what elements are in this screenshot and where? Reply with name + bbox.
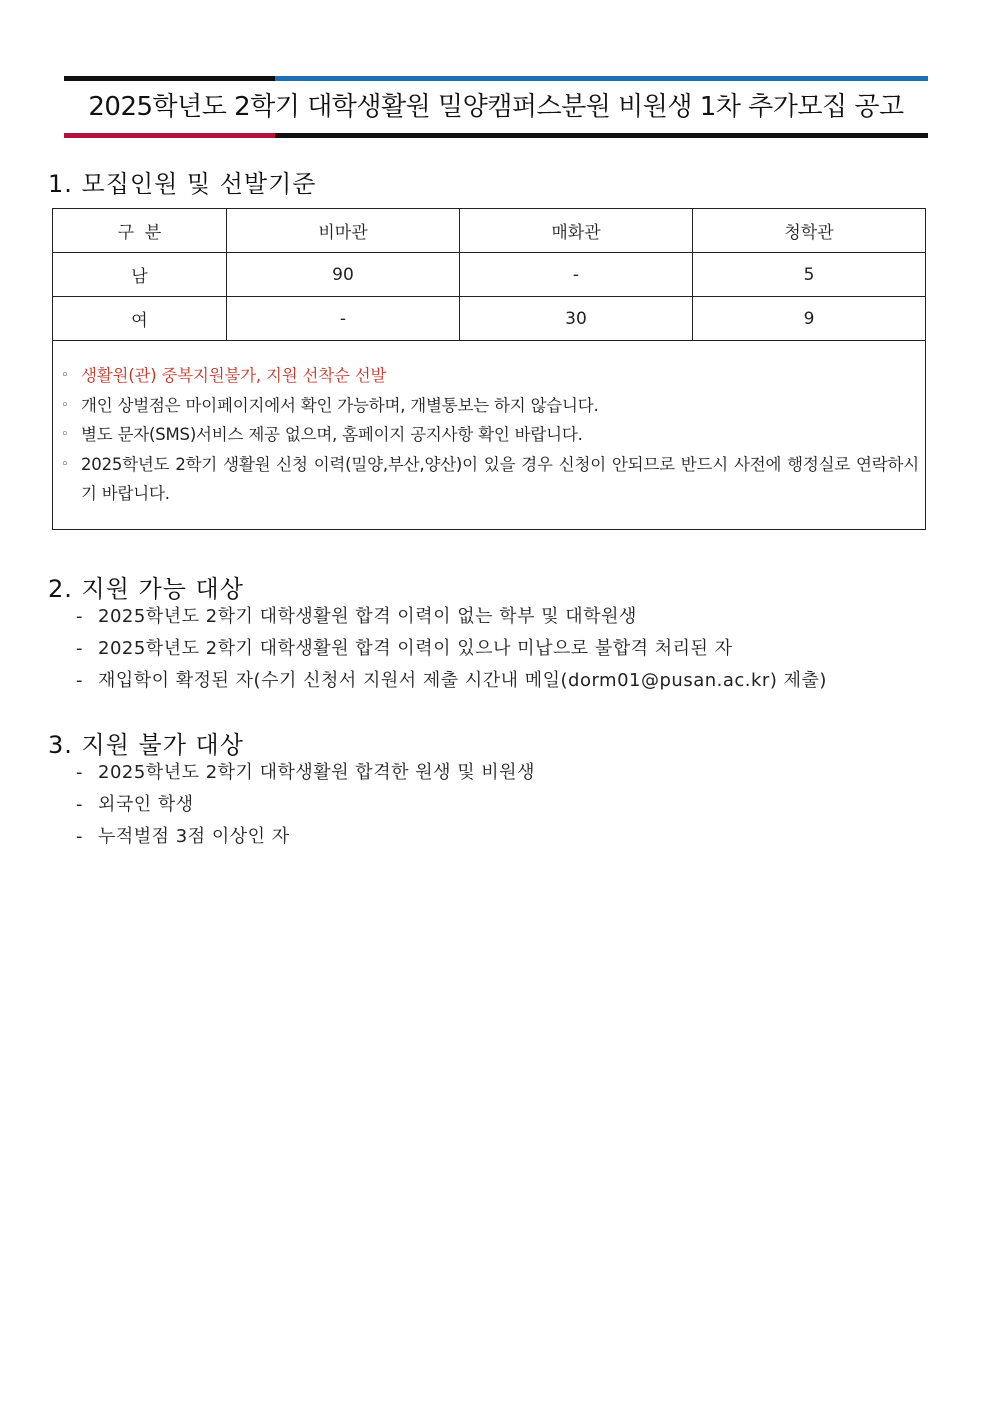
note-text: 별도 문자(SMS)서비스 제공 없으며, 홈페이지 공지사항 확인 바랍니다.	[81, 425, 583, 444]
list-item	[76, 757, 535, 789]
table-row	[53, 297, 926, 341]
table-header-cell: 청학관	[693, 209, 926, 253]
table-header-cell: 비마관	[227, 209, 460, 253]
dash-marker: -	[76, 794, 83, 815]
table-cell: 30	[460, 297, 693, 341]
table-header-row	[53, 209, 926, 253]
note-item	[61, 391, 919, 421]
title-top-bar-blue	[275, 76, 928, 81]
list-item	[76, 821, 535, 853]
note-text: 개인 상벌점은 마이페이지에서 확인 가능하며, 개별통보는 하지 않습니다.	[81, 395, 599, 415]
table-cell: 남	[53, 253, 227, 297]
bullet-icon: ◦	[61, 427, 69, 442]
list-item-text: 재입학이 확정된 자(수기 신청서 지원서 제출 시간내 메일(dorm01@pusan.ac.kr) 제출)	[98, 670, 827, 691]
note-item	[61, 420, 919, 450]
table-header-cell: 구 분	[53, 209, 227, 253]
dash-marker: -	[76, 670, 83, 691]
list-item-text: 2025학년도 2학기 대학생활원 합격한 원생 및 비원생	[98, 762, 535, 783]
section3-heading: 3. 지원 불가 대상	[48, 731, 244, 759]
section2-heading: 2. 지원 가능 대상	[48, 575, 244, 603]
table-cell: -	[227, 297, 460, 341]
table-cell: 90	[227, 253, 460, 297]
dash-marker: -	[76, 606, 83, 627]
title-bottom-bar-red	[64, 133, 275, 138]
title-bottom-bar	[64, 133, 928, 138]
note-item	[61, 450, 919, 509]
list-item	[76, 601, 827, 633]
bullet-icon: ◦	[61, 456, 69, 472]
notes-row	[53, 341, 926, 530]
table-cell: -	[460, 253, 693, 297]
note-item	[61, 361, 919, 391]
list-item	[76, 633, 827, 665]
recruit-table	[52, 208, 926, 530]
title-top-bar	[64, 76, 928, 81]
table-header-cell: 매화관	[460, 209, 693, 253]
list-item-text: 외국인 학생	[98, 794, 194, 815]
list-item	[76, 665, 827, 697]
note-text: 생활원(관) 중복지원불가, 지원 선착순 선발	[81, 366, 387, 385]
section1-heading: 1. 모집인원 및 선발기준	[48, 170, 317, 198]
table-row	[53, 253, 926, 297]
list-item	[76, 789, 535, 821]
note-text: 2025학년도 2학기 생활원 신청 이력(밀양,부산,양산)이 있을 경우 신청이 안되므로 반드시 사전에 행정실로 연락하시기 바랍니다.	[81, 454, 919, 503]
table-cell: 5	[693, 253, 926, 297]
section2-list	[76, 601, 827, 697]
list-item-text: 2025학년도 2학기 대학생활원 합격 이력이 있으나 미납으로 불합격 처리된 자	[98, 638, 733, 659]
list-item-text: 2025학년도 2학기 대학생활원 합격 이력이 없는 학부 및 대학원생	[98, 606, 637, 627]
table-cell: 9	[693, 297, 926, 341]
title-top-bar-dark	[64, 76, 275, 81]
section3-list	[76, 757, 535, 853]
list-item-text: 누적벌점 3점 이상인 자	[98, 826, 290, 847]
title-bottom-bar-dark	[275, 133, 928, 138]
dash-marker: -	[76, 638, 83, 659]
title-block	[64, 76, 928, 140]
dash-marker: -	[76, 762, 83, 783]
table-cell: 여	[53, 297, 227, 341]
page-title: 2025학년도 2학기 대학생활원 밀양캠퍼스분원 비원생 1차 추가모집 공고	[88, 92, 904, 122]
dash-marker: -	[76, 826, 83, 847]
notes-cell	[53, 341, 926, 530]
bullet-icon: ◦	[61, 397, 69, 413]
bullet-icon: ◦	[61, 368, 69, 383]
